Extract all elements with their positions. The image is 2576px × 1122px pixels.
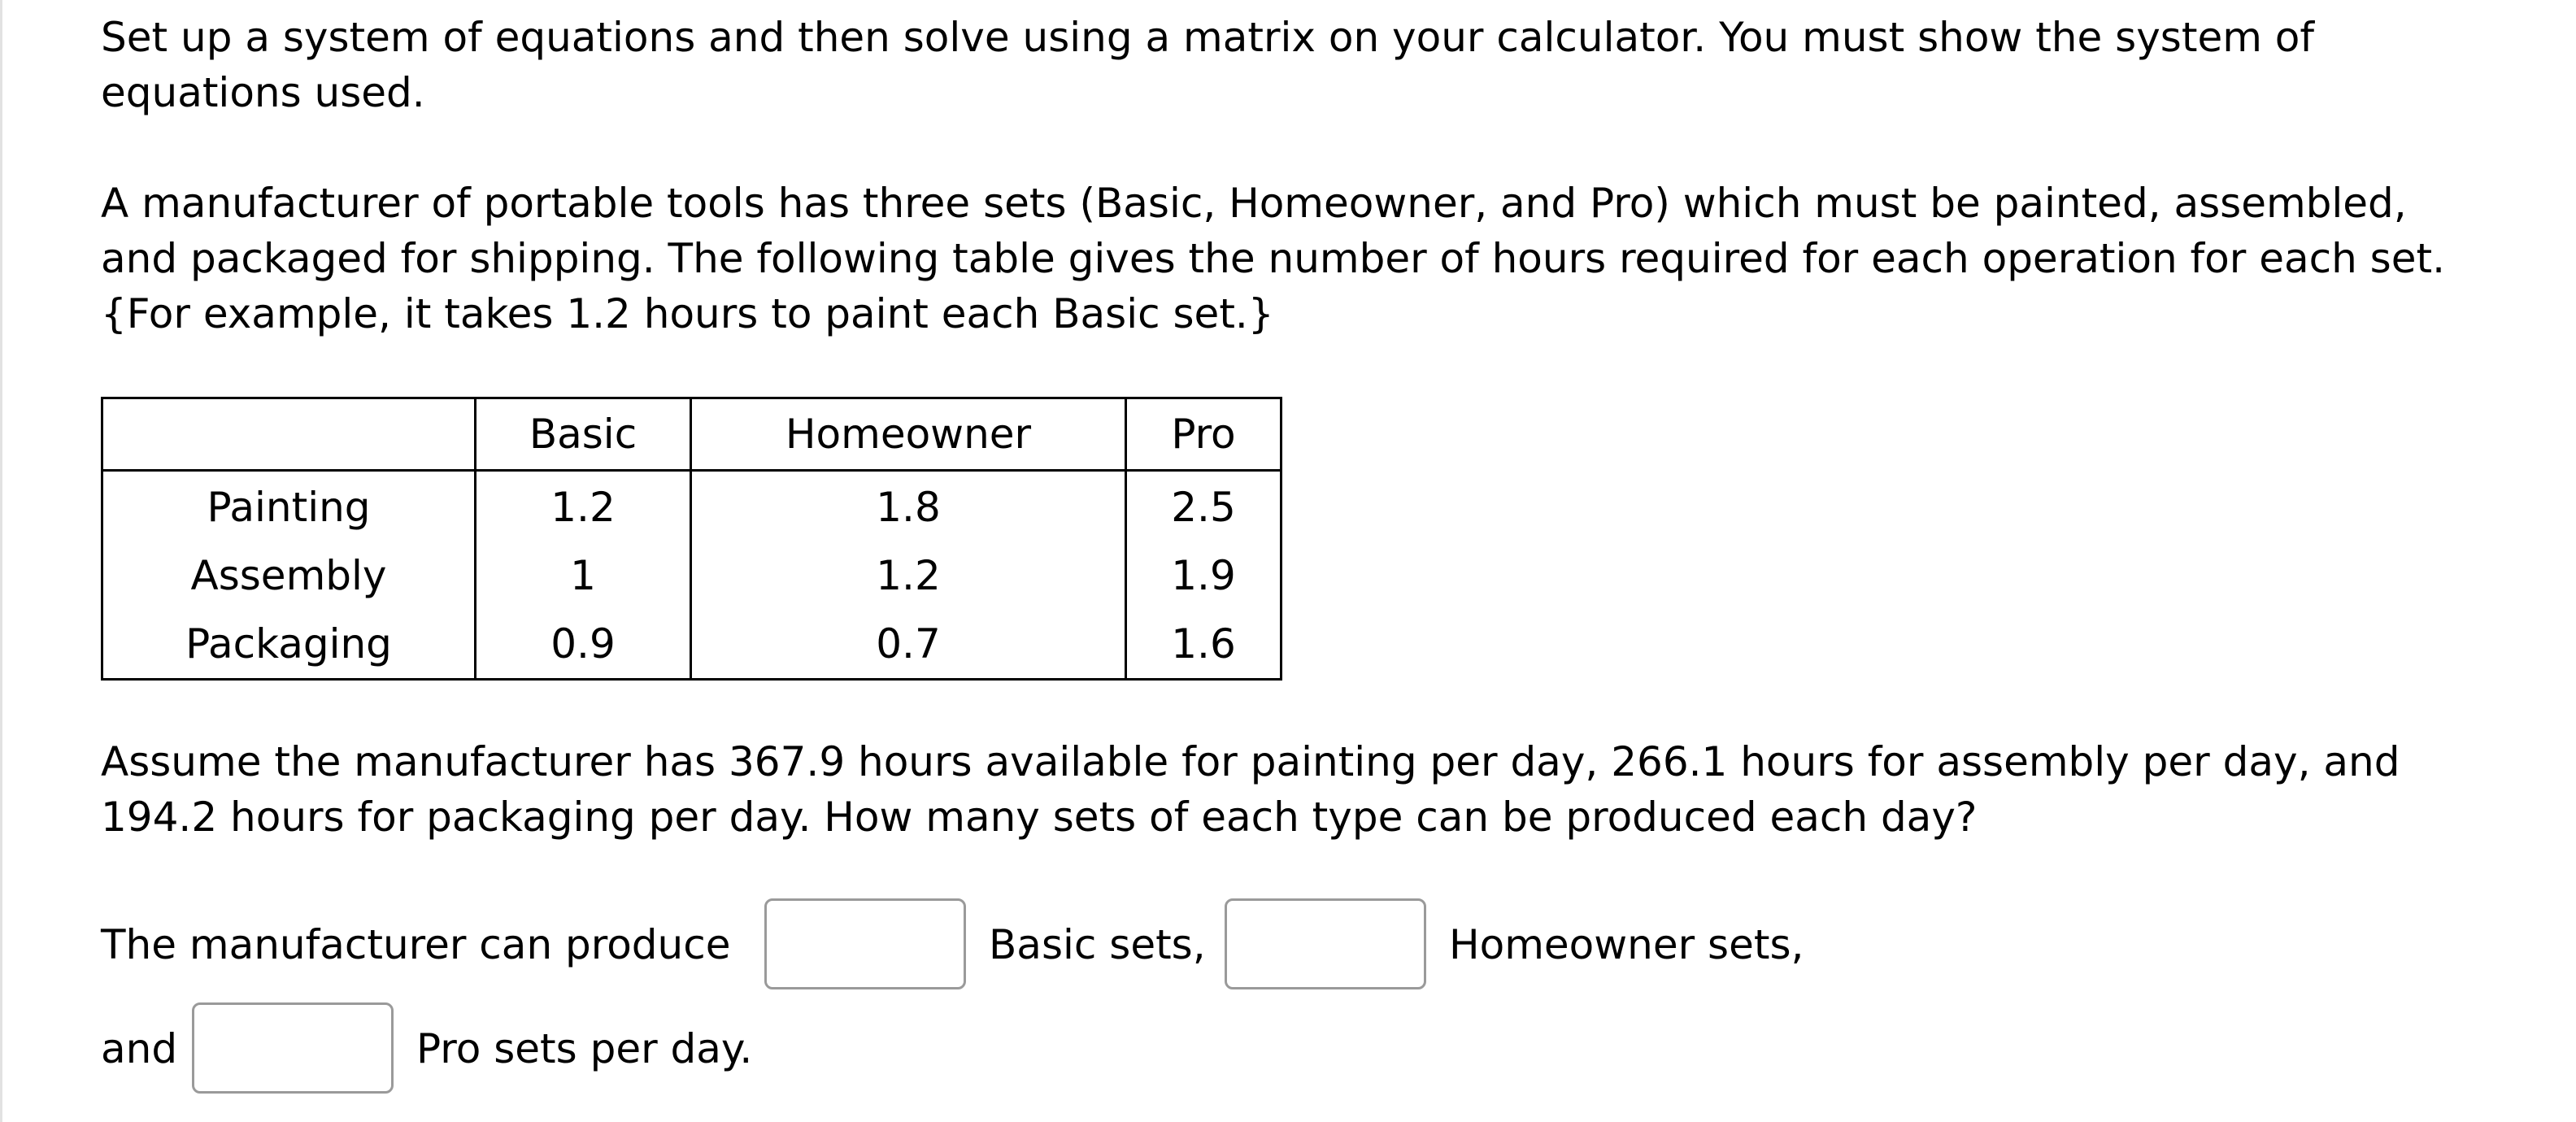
answer-line-2 [101, 1002, 2508, 1107]
basic-sets-label: Basic sets, [989, 921, 1206, 968]
table-cell: 0.7 [691, 610, 1126, 680]
table-cell: 2.5 [1126, 471, 1281, 542]
left-border [0, 0, 2, 1122]
homeowner-sets-input[interactable] [1225, 898, 1426, 989]
hours-table [101, 397, 1282, 681]
table-cell: 1.6 [1126, 610, 1281, 680]
table-cell: 1.9 [1126, 541, 1281, 610]
table-header-pro: Pro [1126, 398, 1281, 471]
table-header-corner [102, 398, 476, 471]
table-cell: 1.2 [476, 471, 691, 542]
row-label-assembly: Assembly [102, 541, 476, 610]
and-label: and [101, 1025, 178, 1072]
pro-sets-label: Pro sets per day. [416, 1025, 753, 1072]
homeowner-sets-label: Homeowner sets, [1449, 921, 1804, 968]
table-header-row [102, 398, 1281, 471]
table-row [102, 610, 1281, 680]
table-row [102, 471, 1281, 542]
assumption-text: Assume the manufacturer has 367.9 hours available for painting per day, 266.1 hours for assembly per day, and 194.2 hours for packaging per day. How many sets of each type can be produced each day? [101, 738, 2400, 841]
table-header-homeowner: Homeowner [691, 398, 1126, 471]
table-cell: 0.9 [476, 610, 691, 680]
answer-prefix: The manufacturer can produce [101, 921, 731, 968]
row-label-packaging: Packaging [102, 610, 476, 680]
table-cell: 1.8 [691, 471, 1126, 542]
pro-sets-input[interactable] [192, 1002, 394, 1094]
instructions-text: Set up a system of equations and then solve using a matrix on your calculator. You must show the system of equations used. [101, 14, 2314, 116]
answer-line-1 [101, 898, 2508, 1002]
row-label-painting: Painting [102, 471, 476, 542]
table-cell: 1 [476, 541, 691, 610]
table-header-basic: Basic [476, 398, 691, 471]
table-cell: 1.2 [691, 541, 1126, 610]
problem-text: A manufacturer of portable tools has three sets (Basic, Homeowner, and Pro) which must be painted, assembled, and packaged for shipping. The following table gives the number of hours required for each operation for each set. {For example, it takes 1.2 hours to paint each Basic set.} [101, 180, 2445, 337]
question-content [101, 10, 2508, 1107]
table-row [102, 541, 1281, 610]
basic-sets-input[interactable] [764, 898, 966, 989]
